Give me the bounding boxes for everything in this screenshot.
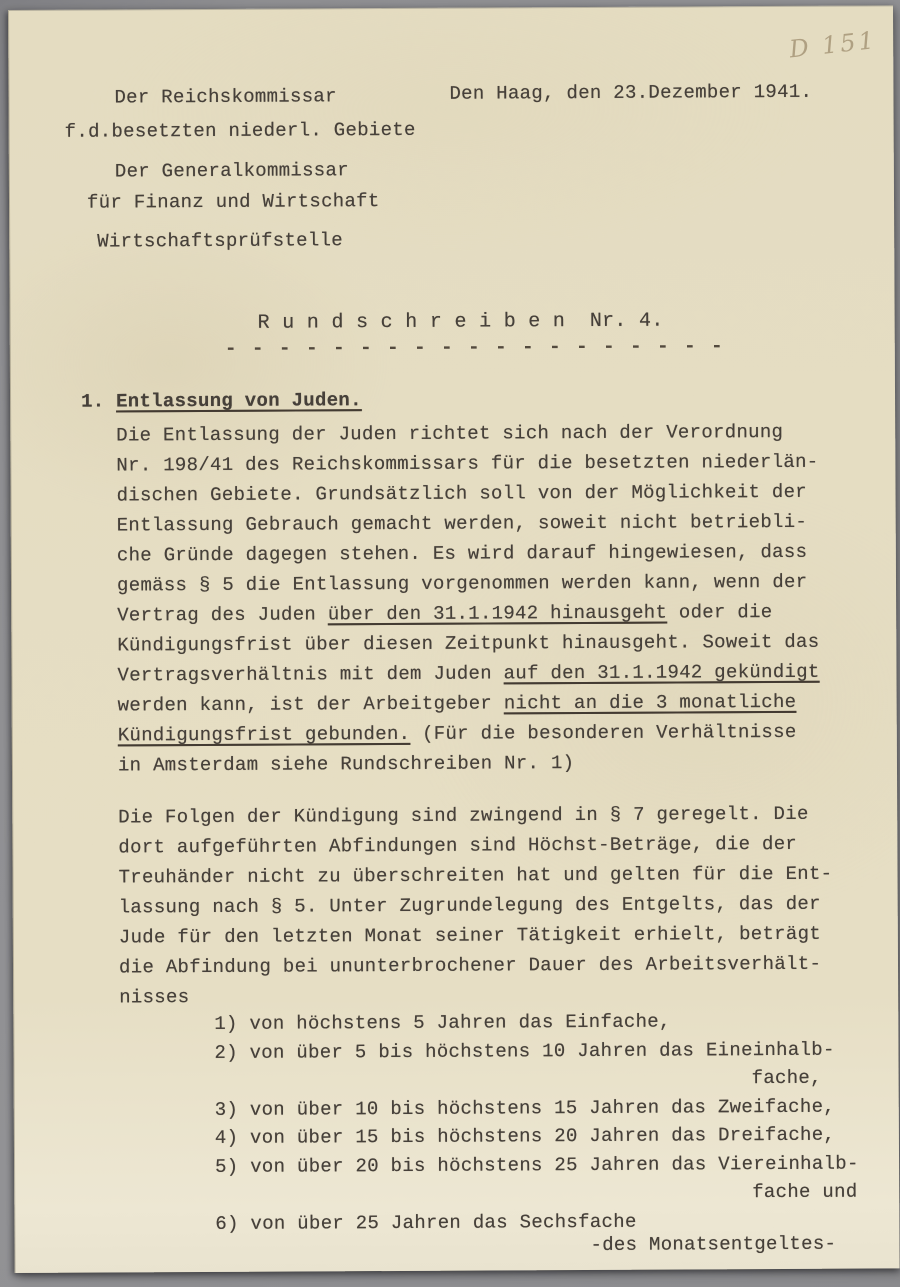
underlined-text: Kündigungsfrist gebunden. (117, 722, 411, 747)
text-segment: fache, (751, 1066, 822, 1090)
text-segment: Jude für den letzten Monat seiner Tätigkeit erhielt, beträgt (118, 922, 822, 949)
text-segment: dort aufgeführten Abfindungen sind Höchst-Beträge, die der (118, 832, 798, 859)
text-line (117, 507, 819, 541)
text-line (118, 687, 820, 721)
text-line (215, 1178, 859, 1210)
text-segment: 4) von über 15 bis höchstens 20 Jahren das Dreifache, (214, 1123, 836, 1149)
text-line (118, 747, 820, 781)
text-line (117, 567, 819, 601)
text-line (118, 859, 832, 893)
text-segment: Die Folgen der Kündigung sind zwingend in § 7 geregelt. Die (118, 802, 809, 829)
text-line (118, 717, 820, 751)
text-segment: 2) von über 5 bis höchstens 10 Jahren das Eineinhalb- (214, 1038, 835, 1064)
text-line (116, 417, 818, 451)
paragraph-severance-rules (118, 799, 833, 1013)
section-heading: Entlassung von Juden. (115, 389, 362, 413)
text-segment: in Amsterdam siehe Rundschreiben Nr. 1) (117, 752, 575, 777)
text-line (215, 1149, 859, 1181)
text-line (215, 1121, 859, 1153)
text-segment: 3) von über 10 bis höchstens 15 Jahren das Zweifache, (214, 1095, 836, 1121)
text-segment: Vertrag des Juden (117, 603, 328, 627)
text-segment: lassung nach § 5. Unter Zugrundelegung des Entgelts, das der (118, 892, 821, 919)
underlined-text: auf den 31.1.1942 gekündigt (503, 660, 820, 685)
text-segment: 6) von über 25 Jahren das Sechsfache (215, 1210, 637, 1235)
text-segment: Kündigungsfrist über diesen Zeitpunkt hinausgeht. Soweit das (117, 630, 820, 657)
text-line (118, 799, 832, 833)
text-segment: Treuhänder nicht zu überschreiten hat und gelten für die Ent- (118, 862, 833, 889)
text-line (119, 919, 833, 953)
section-number: 1. (80, 390, 105, 413)
text-segment: nisses (119, 986, 190, 1009)
footnote-monatsentgelt: -des Monatsentgeltes- (590, 1232, 837, 1256)
paragraph-dismissal-rules (116, 417, 820, 781)
dateline: Den Haag, den 23.Dezember 1941. (449, 80, 813, 105)
text-segment: werden kann, ist der Arbeitgeber (117, 692, 504, 717)
text-segment: Nr. 198/41 des Reichskommissars für die besetzten niederlän- (116, 450, 819, 477)
text-segment: fache und (752, 1180, 858, 1204)
text-line (118, 829, 832, 863)
handwritten-archive-note: D 151 (787, 25, 879, 64)
text-line (214, 1007, 858, 1039)
sender-line-generalkommissar: Der Generalkommissar (114, 159, 349, 183)
document-page (8, 5, 900, 1273)
text-line (119, 949, 833, 983)
text-line (117, 537, 819, 571)
text-segment: Entlassung Gebrauch gemacht werden, soweit nicht betriebli- (116, 510, 808, 537)
severance-scale-list (214, 1007, 859, 1238)
text-segment: 5) von über 20 bis höchstens 25 Jahren das Viereinhalb- (215, 1152, 859, 1178)
text-line (116, 477, 818, 511)
sender-line-reichskommissar: Der Reichskommissar (114, 85, 337, 109)
text-line (117, 627, 819, 661)
title-underline-dashes: - - - - - - - - - - - - - - - - - - - (224, 335, 725, 361)
sender-line-gebiete: f.d.besetzten niederl. Gebiete (64, 118, 416, 143)
text-segment: Vertragsverhältnis mit dem Juden (117, 662, 504, 687)
text-line (116, 447, 818, 481)
text-segment: Die Entlassung der Juden richtet sich nach der Verordnung (116, 420, 784, 447)
text-segment: gemäss § 5 die Entlassung vorgenommen werden kann, wenn der (116, 570, 808, 597)
text-segment: che Gründe dagegen stehen. Es wird darauf hingewiesen, dass (116, 540, 808, 567)
text-line (117, 657, 819, 691)
underlined-text: über den 31.1.1942 hinausgeht (327, 601, 668, 626)
text-line (215, 1092, 859, 1124)
sender-line-wirtschaftspruefstelle: Wirtschaftsprüfstelle (97, 229, 344, 253)
sender-line-finanz-wirtschaft: für Finanz und Wirtschaft (86, 190, 380, 214)
text-line (215, 1064, 859, 1096)
text-segment: 1) von höchstens 5 Jahren das Einfache, (214, 1010, 671, 1035)
text-line (214, 1035, 858, 1067)
underlined-text: nicht an die 3 monatliche (503, 690, 797, 715)
text-line (119, 889, 833, 923)
text-line (117, 597, 819, 631)
text-segment: (Für die besonderen Verhältnisse (410, 720, 797, 745)
text-segment: dischen Gebiete. Grundsätzlich soll von der Möglichkeit der (116, 480, 808, 507)
text-segment: die Abfindung bei ununterbrochener Dauer des Arbeitsverhält- (118, 952, 822, 979)
text-segment: oder die (667, 601, 773, 624)
document-title: R u n d s c h r e i b e n Nr. 4. (257, 309, 664, 335)
